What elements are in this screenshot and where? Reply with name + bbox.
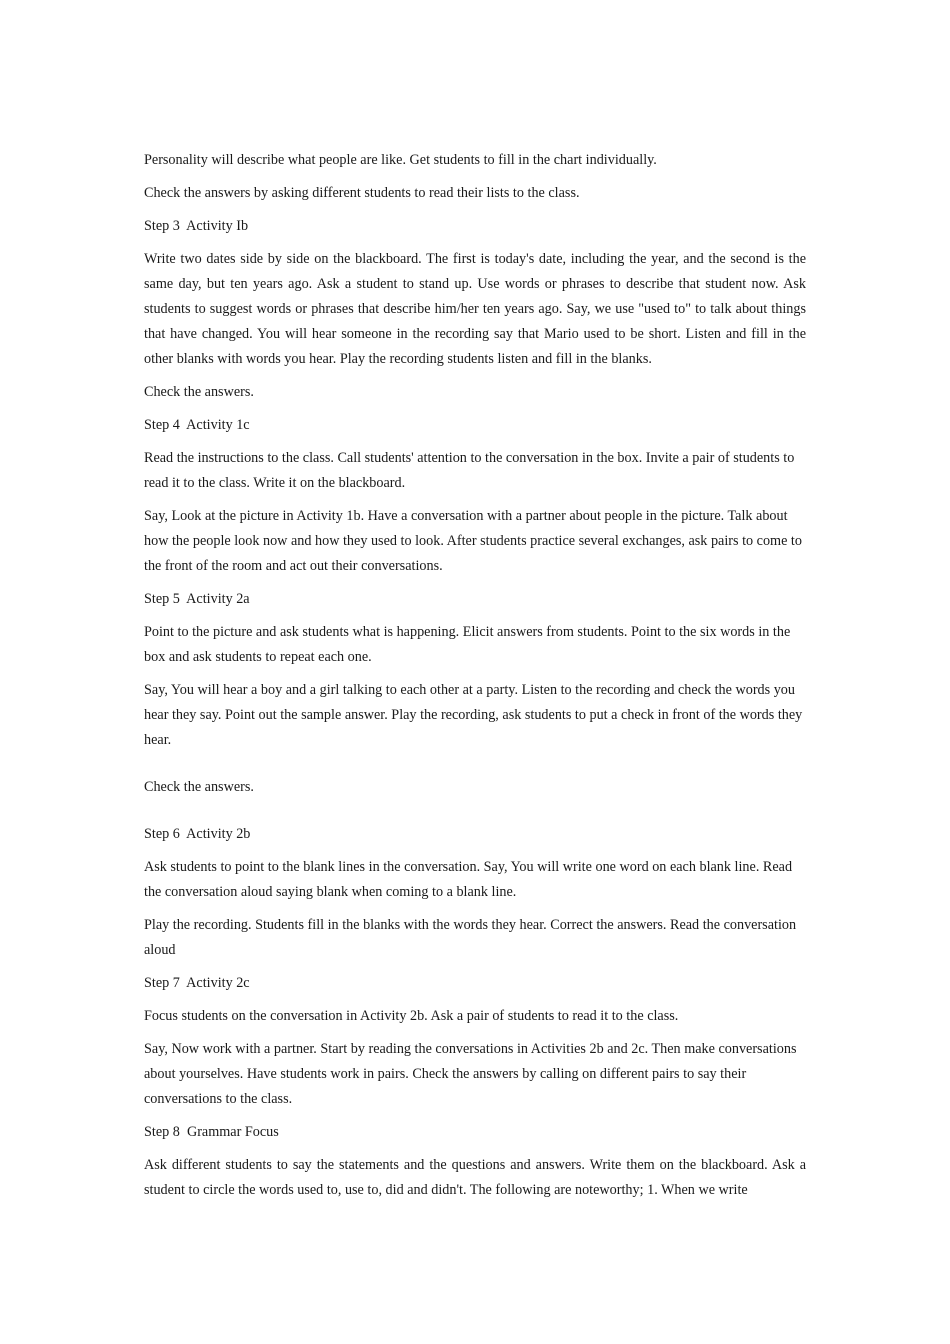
paragraph: Check the answers. <box>144 384 254 400</box>
paragraph: Say, You will hear a boy and a girl talking to each other at a party. Listen to the recording and check the words you hear they say. Point out the sample answer. Play the recording, ask students to put a check in front of the words they hear. <box>144 682 803 748</box>
paragraph: Check the answers by asking different students to read their lists to the class. <box>144 185 580 201</box>
step-heading: Step 6 Activity 2b <box>144 826 251 842</box>
step-heading: Step 4 Activity 1c <box>144 417 250 433</box>
paragraph: Focus students on the conversation in Activity 2b. Ask a pair of students to read it to the class. <box>144 1008 679 1024</box>
step-heading: Step 5 Activity 2a <box>144 591 250 607</box>
paragraph: Check the answers. <box>144 779 254 795</box>
paragraph: Read the instructions to the class. Call students' attention to the conversation in the box. Invite a pair of students to read it to the class. Write it on the blackboard. <box>144 450 795 491</box>
paragraph: Ask different students to say the statements and the questions and answers. Write them on the blackboard. Ask a student to circle the words used to, use to, did and didn't. The following are noteworthy; 1. When we write <box>144 1157 806 1198</box>
step-heading: Step 7 Activity 2c <box>144 975 250 991</box>
paragraph: Play the recording. Students fill in the blanks with the words they hear. Correct the answers. Read the conversation aloud <box>144 917 797 958</box>
paragraph: Write two dates side by side on the blackboard. The first is today's date, including the year, and the second is the same day, but ten years ago. Ask a student to stand up. Use words or phrases to describe that student now. Ask students to suggest words or phrases that describe him/her ten years ago. Say, we use "used to" to talk about things that have changed. You will hear someone in the recording say that Mario used to be short. Listen and fill in the other blanks with words you hear. Play the recording students listen and fill in the blanks. <box>144 251 806 367</box>
step-heading: Step 8 Grammar Focus <box>144 1124 279 1140</box>
step-heading: Step 3 Activity Ib <box>144 218 249 234</box>
paragraph: Point to the picture and ask students what is happening. Elicit answers from students. Point to the six words in the box and ask students to repeat each one. <box>144 624 791 665</box>
paragraph: Ask students to point to the blank lines in the conversation. Say, You will write one word on each blank line. Read the conversation aloud saying blank when coming to a blank line. <box>144 859 793 900</box>
lesson-plan-text <box>144 148 806 1211</box>
paragraph: Say, Look at the picture in Activity 1b. Have a conversation with a partner about people in the picture. Talk about how the people look now and how they used to look. After students practice several exchanges, ask pairs to come to the front of the room and act out their conversations. <box>144 508 802 574</box>
paragraph: Say, Now work with a partner. Start by reading the conversations in Activities 2b and 2c. Then make conversations about yourselves. Have students work in pairs. Check the answers by calling on different pairs to say their conversations to the class. <box>144 1041 797 1107</box>
paragraph: Personality will describe what people are like. Get students to fill in the chart individually. <box>144 152 657 168</box>
